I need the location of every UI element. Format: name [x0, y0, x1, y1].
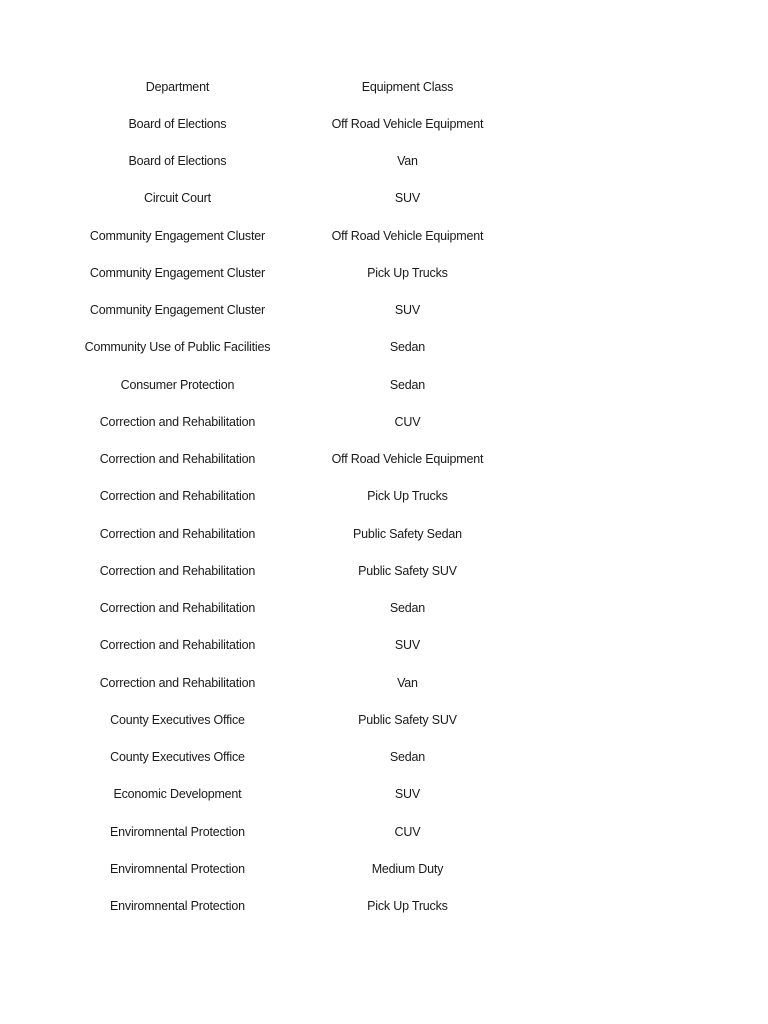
department-cell: Board of Elections [128, 116, 227, 131]
table-row [64, 888, 524, 925]
department-cell: Community Use of Public Facilities [84, 340, 271, 355]
department-cell: Consumer Protection [120, 377, 235, 392]
equipment-class-cell: Off Road Vehicle Equipment [331, 116, 484, 131]
equipment-class-cell: Pick Up Trucks [367, 489, 448, 504]
table-row [64, 664, 524, 701]
table-row [64, 739, 524, 776]
table-row [64, 366, 524, 403]
table-header-row [64, 68, 524, 105]
equipment-class-cell: Sedan [389, 750, 426, 765]
department-cell: Circuit Court [144, 191, 211, 206]
equipment-class-cell: Sedan [389, 377, 426, 392]
equipment-class-cell: Pick Up Trucks [367, 899, 448, 914]
department-cell: Enviromnental Protection [110, 861, 245, 876]
equipment-class-cell: CUV [394, 824, 421, 839]
department-cell: Correction and Rehabilitation [99, 638, 256, 653]
equipment-class-cell: Medium Duty [371, 861, 444, 876]
equipment-class-cell: Van [397, 154, 418, 169]
department-cell: Correction and Rehabilitation [99, 526, 256, 541]
table-body [64, 105, 524, 925]
table-row [64, 776, 524, 813]
equipment-class-cell: Public Safety SUV [358, 563, 457, 578]
equipment-class-cell: Off Road Vehicle Equipment [331, 228, 484, 243]
table-row [64, 143, 524, 180]
table-row [64, 552, 524, 589]
table-row [64, 701, 524, 738]
department-cell: Enviromnental Protection [110, 899, 245, 914]
table-row [64, 105, 524, 142]
table-row [64, 850, 524, 887]
equipment-class-cell: Public Safety Sedan [353, 526, 462, 541]
equipment-class-cell: Off Road Vehicle Equipment [331, 452, 484, 467]
equipment-class-cell: Sedan [389, 340, 426, 355]
table-row [64, 403, 524, 440]
department-cell: Correction and Rehabilitation [99, 489, 256, 504]
equipment-class-cell: Public Safety SUV [358, 712, 457, 727]
table-row [64, 180, 524, 217]
equipment-class-cell: SUV [394, 638, 420, 653]
table-row [64, 292, 524, 329]
department-cell: Community Engagement Cluster [89, 265, 265, 280]
department-cell: County Executives Office [110, 712, 245, 727]
department-cell: Enviromnental Protection [110, 824, 245, 839]
department-cell: Correction and Rehabilitation [99, 414, 256, 429]
equipment-class-cell: Sedan [389, 601, 426, 616]
table-row [64, 515, 524, 552]
department-cell: Correction and Rehabilitation [99, 675, 256, 690]
department-cell: Board of Elections [128, 154, 227, 169]
department-cell: Correction and Rehabilitation [99, 601, 256, 616]
department-cell: Correction and Rehabilitation [99, 563, 256, 578]
equipment-class-cell: SUV [394, 191, 420, 206]
equipment-table [64, 68, 524, 925]
table-row [64, 329, 524, 366]
table-row [64, 478, 524, 515]
equipment-class-cell: Pick Up Trucks [367, 265, 448, 280]
table-row [64, 217, 524, 254]
department-cell: Correction and Rehabilitation [99, 452, 256, 467]
equipment-class-cell: Van [397, 675, 418, 690]
department-cell: Community Engagement Cluster [89, 303, 265, 318]
header-department: Department [145, 79, 210, 94]
equipment-class-cell: SUV [394, 787, 420, 802]
department-cell: Community Engagement Cluster [89, 228, 265, 243]
table-row [64, 254, 524, 291]
header-equipment-class: Equipment Class [361, 79, 454, 94]
equipment-class-cell: CUV [394, 414, 421, 429]
table-row [64, 590, 524, 627]
department-cell: County Executives Office [110, 750, 245, 765]
table-row [64, 441, 524, 478]
equipment-class-cell: SUV [394, 303, 420, 318]
department-cell: Economic Development [113, 787, 242, 802]
table-row [64, 627, 524, 664]
table-row [64, 813, 524, 850]
